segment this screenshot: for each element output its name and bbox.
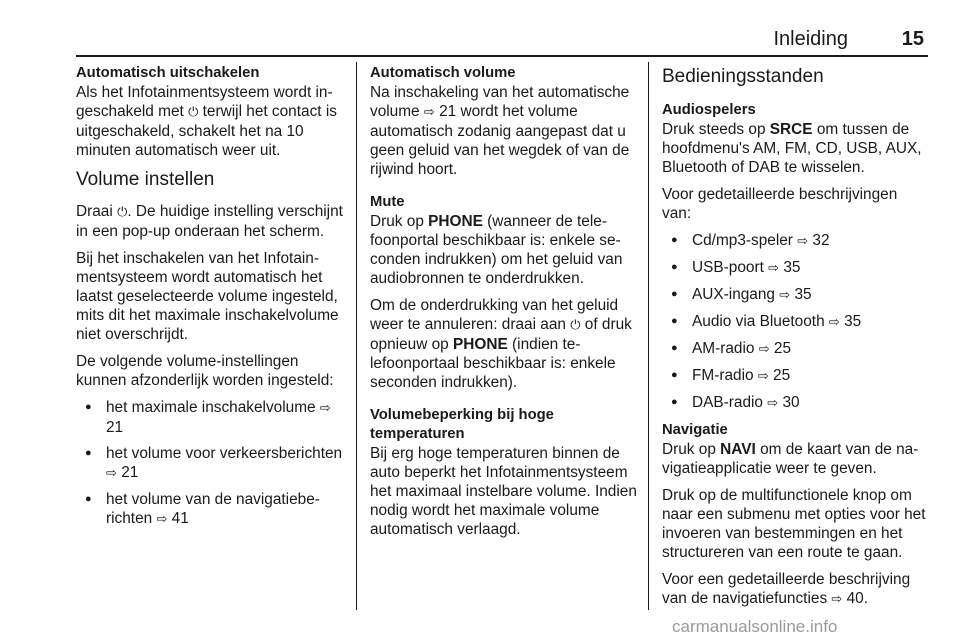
power-icon: ⏻ bbox=[117, 205, 128, 220]
srce-key: SRCE bbox=[769, 121, 813, 138]
temperature-title: Volumebeperking bij hoge temperaturen bbox=[370, 407, 554, 442]
mute-title: Mute bbox=[370, 194, 405, 210]
list-item: ● AM-radio ⇨ 25 bbox=[662, 339, 930, 359]
auto-off-title: Automatisch uitschakelen bbox=[76, 65, 260, 81]
audio-sources-list bbox=[662, 231, 930, 413]
page-ref-icon: ⇨ bbox=[779, 288, 791, 303]
page-ref[interactable]: 35 bbox=[794, 286, 812, 303]
column-left bbox=[76, 64, 344, 537]
list-item: ● het maximale inschakelvolume ⇨ 21 bbox=[76, 398, 344, 437]
navi-key: NAVI bbox=[720, 441, 756, 458]
page-ref-icon: ⇨ bbox=[768, 261, 780, 276]
auto-volume-title: Automatisch volume bbox=[370, 65, 516, 81]
column-middle bbox=[370, 64, 638, 547]
unmute-text: Om de onderdrukking van het geluid weer te annuleren: draai aan ⏻ of druk opnieuw op PHONE (indien telefoonportaal beschikbaar is: enkele seconden indrukken). bbox=[370, 297, 632, 391]
navigation-p3: Voor een gedetailleerde beschrijving van de navigatiefuncties ⇨ 40. bbox=[662, 571, 911, 607]
page-ref[interactable]: 21 bbox=[106, 419, 124, 436]
audio-p2: Voor gedetailleerde beschrijvingen van: bbox=[662, 186, 898, 222]
page-ref[interactable]: 41 bbox=[171, 510, 189, 527]
list-item: ● FM-radio ⇨ 25 bbox=[662, 366, 930, 386]
page-ref-icon: ⇨ bbox=[758, 342, 770, 357]
page-header bbox=[76, 28, 928, 54]
audio-text: Druk steeds op SRCE om tussen de hoofdmenu's AM, FM, CD, USB, AUX, Bluetooth of DAB te wisselen. bbox=[662, 121, 922, 176]
page-ref-icon: ⇨ bbox=[106, 466, 117, 481]
list-item: ● het volume voor verkeersberichten ⇨ 21 bbox=[76, 444, 344, 483]
page-ref-icon: ⇨ bbox=[156, 512, 168, 527]
auto-off-text: Als het Infotainmentsysteem wordt ingeschakeld met ⏻ terwijl het contact is uitgeschakeld, schakelt het na 10 minuten automatisch weer uit. bbox=[76, 84, 337, 159]
page-ref-icon: ⇨ bbox=[757, 369, 769, 384]
temperature-text: Bij erg hoge temperaturen binnen de auto beperkt het Infotainmentsysteem het maximaal instelbare volume. Indien nodig wordt het maximale volume automatisch verlaagd. bbox=[370, 445, 637, 538]
phone-key: PHONE bbox=[453, 336, 508, 353]
header-rule bbox=[76, 55, 928, 57]
volume-p1: Draai ⏻. De huidige instelling verschijnt in een pop-up onderaan het scherm. bbox=[76, 203, 343, 240]
column-divider bbox=[648, 62, 649, 610]
page-number: 15 bbox=[901, 28, 924, 50]
volume-p2: Bij het inschakelen van het Infotainmentsysteem wordt automatisch het laatst geselecteerde volume ingesteld, mits dit het maximale inschakelvolume niet overschrijdt. bbox=[76, 250, 339, 343]
mute-text: Druk op PHONE (wanneer de telefoonportal beschikbaar is: enkele seconden indrukken) om het geluid van audiobronnen te onderdrukken. bbox=[370, 213, 623, 287]
navigation-p2: Druk op de multifunctionele knop om naar een submenu met opties voor het invoeren van bestemmingen en het structureren van een route te gaan. bbox=[662, 487, 926, 561]
list-item: ● Cd/mp3-speler ⇨ 32 bbox=[662, 231, 930, 251]
volume-settings-list bbox=[76, 398, 344, 529]
page-ref[interactable]: 25 bbox=[773, 340, 792, 357]
page-ref-icon: ⇨ bbox=[828, 315, 840, 330]
list-item: ● Audio via Bluetooth ⇨ 35 bbox=[662, 312, 930, 332]
page-ref-icon: ⇨ bbox=[423, 105, 435, 120]
navigation-title: Navigatie bbox=[662, 422, 728, 438]
power-icon: ⏻ bbox=[188, 105, 199, 120]
operating-modes-heading: Bedieningsstanden bbox=[662, 66, 824, 87]
auto-volume-text: Na inschakeling van het automatische volume ⇨ 21 wordt het volume automatisch zodanig aangepast dat u geen geluid van het wegdek of van de rijwind hoort. bbox=[370, 84, 630, 178]
page-ref[interactable]: 32 bbox=[812, 232, 830, 249]
section-title: Inleiding bbox=[773, 28, 848, 50]
volume-heading: Volume instellen bbox=[76, 169, 215, 190]
watermark: carmanualsonline.info bbox=[672, 617, 838, 636]
column-divider bbox=[356, 62, 357, 610]
column-right bbox=[662, 64, 930, 617]
page-ref[interactable]: 21 bbox=[439, 103, 457, 120]
page-ref[interactable]: 35 bbox=[844, 313, 862, 330]
navigation-text: Druk op NAVI om de kaart van de navigatieapplicatie weer te geven. bbox=[662, 441, 919, 477]
page-ref-icon: ⇨ bbox=[767, 396, 779, 411]
page-ref-icon: ⇨ bbox=[319, 401, 331, 416]
phone-key: PHONE bbox=[428, 213, 483, 230]
list-item: ● USB-poort ⇨ 35 bbox=[662, 258, 930, 278]
list-item: ● AUX-ingang ⇨ 35 bbox=[662, 285, 930, 305]
page-ref[interactable]: 25 bbox=[773, 367, 791, 384]
page-ref[interactable]: 35 bbox=[783, 259, 801, 276]
page-ref-icon: ⇨ bbox=[831, 592, 843, 607]
list-item: ● DAB-radio ⇨ 30 bbox=[662, 393, 930, 413]
page-ref[interactable]: 21 bbox=[121, 464, 139, 481]
page-ref[interactable]: 40 bbox=[846, 590, 864, 607]
volume-p3: De volgende volume-instellingen kunnen afzonderlijk worden ingesteld: bbox=[76, 353, 334, 389]
list-item: ● het volume van de navigatieberichten ⇨ 41 bbox=[76, 490, 344, 529]
power-icon: ⏻ bbox=[570, 318, 581, 333]
page-ref-icon: ⇨ bbox=[797, 234, 809, 249]
page-ref[interactable]: 30 bbox=[782, 394, 800, 411]
audio-title: Audiospelers bbox=[662, 102, 756, 118]
